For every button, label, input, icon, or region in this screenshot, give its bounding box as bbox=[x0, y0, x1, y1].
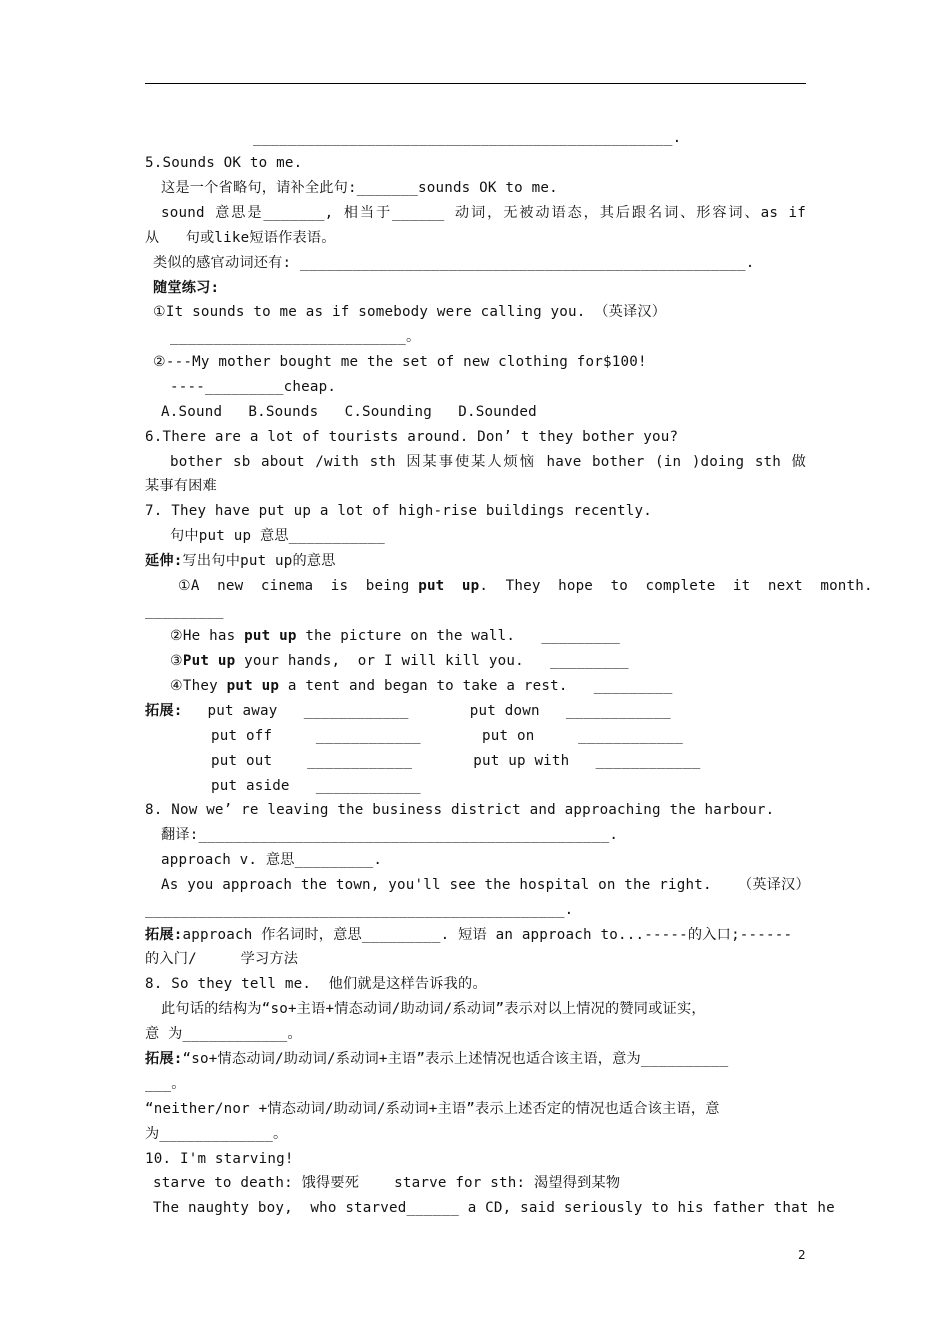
text-line: 为_____________。 bbox=[145, 1126, 288, 1142]
text-span: 写出句中put up的意思 bbox=[182, 553, 336, 569]
item-6-heading: 6.There are a lot of tourists around. Don’ t they bother you? bbox=[145, 429, 679, 445]
text-span: approach 作名词时，意思_________. 短语 an approach to...-----的入口;------ bbox=[182, 927, 793, 943]
text-line: ②---My mother bought me the set of new clothing for$100! bbox=[153, 354, 647, 370]
text-span: the picture on the wall. _________ bbox=[296, 628, 621, 644]
text-line: As you approach the town, you'll see the hospital on the right. （英译汉） bbox=[161, 877, 810, 893]
item-10-heading: 10. I'm starving! bbox=[145, 1151, 294, 1167]
text-line: put off ____________ put on ____________ bbox=[211, 728, 684, 744]
extension-label: 延伸: bbox=[145, 553, 183, 569]
text-span: put away ____________ put down ____________ bbox=[207, 703, 671, 719]
text-line: 从 句或like短语作表语。 bbox=[145, 230, 336, 246]
text-line: 翻译:_______________________________________________. bbox=[161, 827, 619, 843]
header-rule bbox=[145, 83, 806, 84]
text-span: ②He has bbox=[170, 628, 245, 644]
expand-label: 拓展: bbox=[145, 927, 183, 943]
bold-phrase: put up bbox=[244, 628, 297, 644]
bold-phrase: put up bbox=[418, 578, 480, 594]
text-span: ④They bbox=[170, 678, 227, 694]
text-span: a tent and began to take a rest. _________ bbox=[279, 678, 673, 694]
blank-line: ___________________________。 bbox=[170, 329, 421, 345]
expand-label: 拓展: bbox=[145, 703, 183, 719]
example-line bbox=[170, 651, 629, 671]
text-span: ①A new cinema is being bbox=[178, 578, 419, 594]
text-line: 这是一个省略句，请补全此句:_______sounds OK to me. bbox=[161, 180, 558, 196]
example-line bbox=[170, 676, 672, 696]
text-line: bother sb about /with sth 因某事使某人烦恼 have bother (in )doing sth 做 bbox=[170, 454, 806, 470]
item-8-heading: 8. Now we’ re leaving the business district and approaching the harbour. bbox=[145, 802, 775, 818]
extension-line bbox=[145, 551, 336, 571]
bold-phrase: put up bbox=[226, 678, 280, 694]
text-span: ③ bbox=[170, 653, 183, 669]
text-line: ----_________cheap. bbox=[170, 379, 337, 395]
text-line: put aside ____________ bbox=[211, 778, 421, 794]
expand-line bbox=[145, 1049, 728, 1069]
text-line: put out ____________ put up with ____________ bbox=[211, 753, 701, 769]
item-7-heading: 7. They have put up a lot of high-rise buildings recently. bbox=[145, 503, 653, 519]
text-line: 此句话的结构为“so+主语+情态动词/助动词/系动词”表示对以上情况的赞同或证实， bbox=[161, 1001, 706, 1017]
text-span: . They hope to complete it next month. bbox=[479, 578, 873, 594]
text-line: “neither/nor +情态动词/助动词/系动词+主语”表示上述否定的情况也适合该主语，意 bbox=[145, 1101, 720, 1117]
text-line: sound 意思是_______, 相当于______ 动词，无被动语态，其后跟名词、形容词、as if bbox=[161, 205, 806, 221]
blank-line: ________________________________________________. bbox=[253, 130, 682, 146]
text-line: 的入门/ 学习方法 bbox=[145, 951, 299, 967]
page-number: 2 bbox=[798, 1248, 806, 1262]
example-line bbox=[170, 626, 620, 646]
text-line: 意 为____________。 bbox=[145, 1026, 302, 1042]
item-8b-heading: 8. So they tell me. 他们就是这样告诉我的。 bbox=[145, 976, 487, 992]
blank-line: _________ bbox=[145, 603, 224, 619]
text-line: ①It sounds to me as if somebody were calling you. （英译汉） bbox=[153, 304, 667, 320]
item-5-heading: 5.Sounds OK to me. bbox=[145, 155, 303, 171]
text-line: ___。 bbox=[145, 1076, 186, 1092]
options-line: A.Sound B.Sounds C.Sounding D.Sounded bbox=[161, 404, 537, 420]
example-line bbox=[178, 576, 873, 596]
expand-line bbox=[145, 925, 792, 945]
text-line: 某事有困难 bbox=[145, 478, 217, 494]
text-line: approach v. 意思_________. bbox=[161, 852, 383, 868]
text-span: “so+情态动词/助动词/系动词+主语”表示上述情况也适合该主语，意为__________ bbox=[182, 1051, 729, 1067]
text-line: The naughty boy, who starved______ a CD, said seriously to his father that he bbox=[153, 1200, 835, 1216]
text-line: starve to death: 饿得要死 starve for sth: 渴望得到某物 bbox=[153, 1175, 621, 1191]
text-span: your hands, or I will kill you. _________ bbox=[235, 653, 629, 669]
expand-line bbox=[145, 701, 671, 721]
expand-label: 拓展: bbox=[145, 1051, 183, 1067]
bold-phrase: Put up bbox=[182, 653, 236, 669]
text-line: 句中put up 意思___________ bbox=[170, 528, 385, 544]
text-line: 类似的感官动词还有: ___________________________________________________. bbox=[153, 255, 755, 271]
blank-line: ________________________________________________. bbox=[145, 902, 574, 918]
practice-heading: 随堂练习: bbox=[153, 280, 220, 296]
